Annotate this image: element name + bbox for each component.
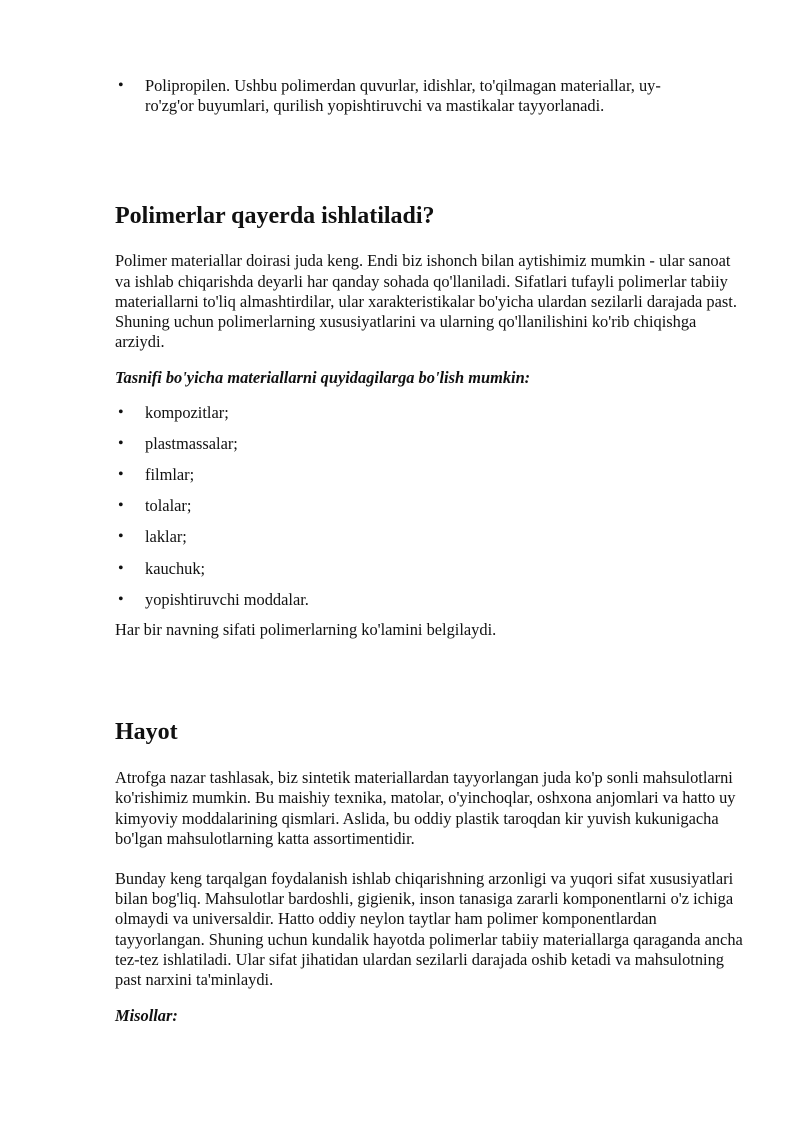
list-item: • kauchuk;	[115, 559, 745, 579]
classification-closing: Har bir navning sifati polimerlarning ko'lamini belgilaydi.	[115, 620, 497, 640]
list-item: • plastmassalar;	[115, 434, 745, 454]
list-item: • Polipropilen. Ushbu polimerdan quvurlar, idishlar, to'qilmagan materiallar, uy-ro'zg'or buyumlari, qurilish yopishtiruvchi va mastikalar tayyorlanadi.	[115, 76, 705, 116]
classification-list	[115, 403, 745, 610]
usage-paragraph: Polimer materiallar doirasi juda keng. Endi biz ishonch bilan aytishimiz mumkin - ular sanoat va ishlab chiqarishda deyarli har qanday sohada qo'llaniladi. Sifatlari tufayli polimerlar tabiiy materiallarni to'liq almashtirdilar, ular xarakteristikalar bo'yicha ulardan sezilarli darajada past. Shuning uchun polimerlarning xususiyatlarini va ularning qo'llanilishini ko'rib chiqishga arziydi.	[115, 251, 737, 352]
list-item: • tolalar;	[115, 496, 745, 516]
section-heading-usage: Polimerlar qayerda ishlatiladi?	[115, 203, 435, 230]
material-list-top	[115, 76, 705, 116]
examples-subheading: Misollar:	[115, 1006, 178, 1026]
list-item: • yopishtiruvchi moddalar.	[115, 590, 745, 610]
list-item: • kompozitlar;	[115, 403, 745, 423]
life-paragraph-1: Atrofga nazar tashlasak, biz sintetik materiallardan tayyorlangan juda ko'p sonli mahsulotlarni ko'rishimiz mumkin. Bu maishiy texnika, matolar, o'yinchoqlar, oshxona anjomlari va hatto uy kimyoviy moddalarining qismlari. Aslida, bu oddiy plastik taroqdan kir yuvish kukunigacha bo'lgan mahsulotlarning katta assortimentidir.	[115, 768, 736, 848]
section-heading-life: Hayot	[115, 719, 178, 746]
document-page	[115, 76, 745, 1026]
classification-subheading: Tasnifi bo'yicha materiallarni quyidagilarga bo'lish mumkin:	[115, 368, 531, 388]
life-paragraph-2: Bunday keng tarqalgan foydalanish ishlab chiqarishning arzonligi va yuqori sifat xususiyatlari bilan bog'liq. Mahsulotlar bardoshli, gigienik, inson tanasiga zararli komponentlarni o'z ichiga olmaydi va universaldir. Hatto oddiy neylon taytlar ham polimer komponentlardan tayyorlangan. Shuning uchun kundalik hayotda polimerlar tabiiy materiallarga qaraganda ancha tez-tez ishlatiladi. Ular sifat jihatidan ulardan sezilarli darajada oshib ketadi va mahsulotning past narxini ta'minlaydi.	[115, 869, 743, 990]
list-item: • filmlar;	[115, 465, 745, 485]
list-item: • laklar;	[115, 527, 745, 547]
